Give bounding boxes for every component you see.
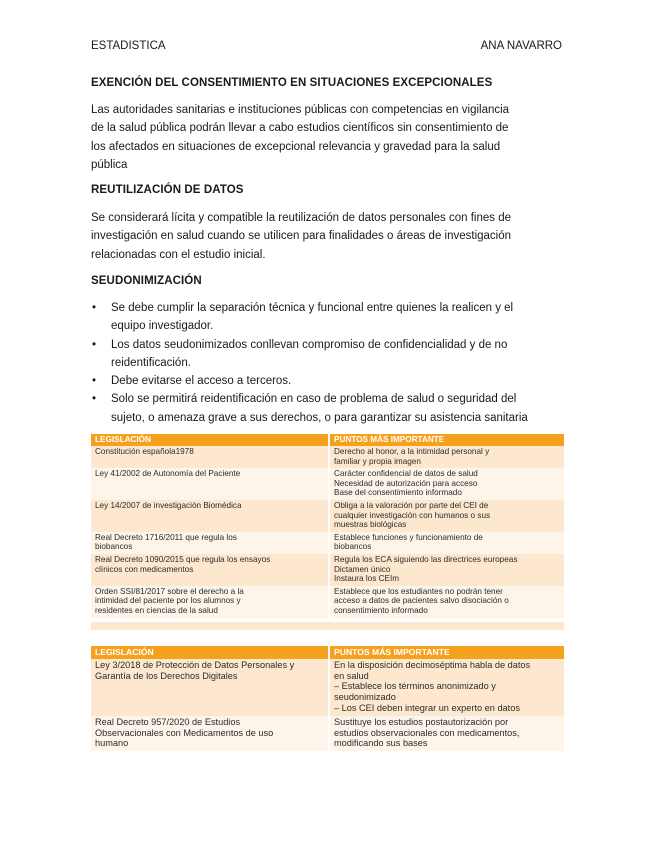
header-author: ANA NAVARRO — [480, 40, 562, 52]
legislation-table-2 — [91, 646, 564, 751]
bullet-icon: • — [92, 393, 97, 406]
bullet-icon: • — [92, 338, 97, 351]
cell-line: consentimiento informado — [334, 605, 428, 615]
column-header-puntos: PUNTOS MÁS IMPORTANTE — [329, 434, 564, 446]
cell-legislacion — [91, 500, 329, 532]
list-item-line: equipo investigador. — [111, 320, 214, 333]
table-row — [91, 500, 564, 532]
cell-legislacion — [91, 532, 329, 554]
paragraph-exencion — [91, 101, 561, 174]
table-row — [91, 586, 564, 618]
table-1-bottom-band — [91, 622, 564, 630]
cell-line: Establece que los estudiantes no podrán tener — [334, 586, 503, 596]
list-item-line: Debe evitarse el acceso a terceros. — [111, 375, 292, 388]
table-row — [91, 554, 564, 586]
cell-line: Ley 41/2002 de Autonomía del Paciente — [95, 469, 241, 479]
cell-line: humano — [95, 738, 129, 749]
cell-line: muestras biológicas — [334, 520, 407, 530]
list-item-line: Se debe cumplir la separación técnica y funcional entre quienes la realicen y el — [111, 302, 514, 314]
list-item-line: reidentificación. — [111, 356, 191, 369]
cell-line: Real Decreto 1716/2011 que regula los — [95, 532, 237, 542]
seudonimizacion-list — [91, 299, 561, 427]
paragraph-line: pública — [91, 158, 128, 171]
cell-line: Dictamen único — [334, 564, 391, 574]
list-item — [91, 336, 561, 373]
table-body — [91, 446, 564, 618]
cell-line: Constitución española1978 — [95, 447, 194, 456]
cell-line: Orden SSI/81/2017 sobre el derecho a la — [95, 586, 244, 596]
list-item — [91, 299, 561, 336]
cell-line: Real Decreto 957/2020 de Estudios — [95, 716, 241, 727]
cell-line: – Los CEI deben integrar un experto en datos — [334, 702, 520, 713]
cell-puntos — [329, 468, 564, 500]
bullet-icon: • — [92, 302, 97, 314]
cell-puntos — [329, 532, 564, 554]
column-header-legislacion: LEGISLACIÓN — [91, 646, 329, 659]
cell-line: Real Decreto 1090/2015 que regula los ensayos — [95, 554, 271, 564]
cell-line: Observacionales con Medicamentos de uso — [95, 727, 274, 738]
cell-line: Necesidad de autorización para acceso — [334, 478, 478, 488]
cell-line: Derecho al honor, a la intimidad personal y — [334, 447, 490, 456]
column-header-legislacion: LEGISLACIÓN — [91, 434, 329, 446]
cell-line: Base del consentimiento informado — [334, 488, 462, 498]
list-item — [91, 372, 561, 390]
paragraph-line: Se considerará lícita y compatible la reutilización de datos personales con fines de — [91, 212, 511, 224]
paragraph-line: relacionadas con el estudio inicial. — [91, 248, 266, 261]
cell-puntos — [329, 446, 564, 468]
heading-reutilizacion: REUTILIZACIÓN DE DATOS — [91, 184, 244, 196]
cell-line: Garantía de los Derechos Digitales — [95, 670, 238, 681]
paragraph-line: de la salud pública podrán llevar a cabo estudios científicos sin consentimiento de — [91, 122, 509, 135]
table-row — [91, 468, 564, 500]
paragraph-reutilizacion — [91, 209, 561, 264]
cell-puntos — [329, 554, 564, 586]
cell-line: acceso a datos de pacientes salvo disociación o — [334, 596, 509, 606]
cell-puntos — [329, 659, 564, 716]
paragraph-line: los afectados en situaciones de excepcional relevancia y gravedad para la salud — [91, 140, 501, 153]
paragraph-line: investigación en salud cuando se utilicen para finalidades o áreas de investigación — [91, 230, 512, 243]
cell-line: residentes en ciencias de la salud — [95, 605, 218, 615]
cell-line: – Establece los términos anonimizado y — [334, 681, 496, 692]
list-item-line: Los datos seudonimizados conllevan compromiso de confidencialidad y de no — [111, 338, 508, 351]
heading-exencion: EXENCIÓN DEL CONSENTIMIENTO EN SITUACIONES EXCEPCIONALES — [91, 77, 493, 89]
table-header-row — [91, 434, 564, 446]
paragraph-line: Las autoridades sanitarias e instituciones públicas con competencias en vigilancia — [91, 104, 510, 116]
cell-puntos — [329, 586, 564, 618]
cell-line: en salud — [334, 670, 369, 681]
cell-line: Ley 3/2018 de Protección de Datos Personales y — [95, 659, 295, 670]
cell-line: Ley 14/2007 de investigación Biomédica — [95, 500, 242, 510]
column-header-puntos: PUNTOS MÁS IMPORTANTE — [329, 646, 564, 659]
cell-line: estudios observacionales con medicamentos, — [334, 727, 520, 738]
table-row — [91, 446, 564, 468]
cell-legislacion — [91, 586, 329, 618]
cell-line: biobancos — [95, 542, 133, 552]
cell-line: cualquier investigación con humanos o sus — [334, 510, 491, 520]
header-subject: ESTADISTICA — [91, 40, 166, 52]
cell-legislacion — [91, 716, 329, 751]
cell-line: familiar y propia imagen — [334, 456, 421, 466]
cell-line: biobancos — [334, 542, 372, 552]
cell-line: Regula los ECA siguiendo las directrices europeas — [334, 554, 518, 564]
cell-puntos — [329, 500, 564, 532]
cell-line: Obliga a la valoración por parte del CEI de — [334, 500, 489, 510]
cell-legislacion — [91, 468, 329, 500]
cell-line: seudonimizado — [334, 692, 396, 703]
list-item-line: sujeto, o amenaza grave a sus derechos, o para garantizar su asistencia sanitaria — [111, 411, 528, 424]
table-row — [91, 716, 564, 751]
cell-line: En la disposición decimoséptima habla de datos — [334, 659, 531, 670]
cell-line: Sustituye los estudios postautorización por — [334, 716, 509, 727]
list-item-line: Solo se permitirá reidentificación en caso de problema de salud o seguridad del — [111, 393, 517, 406]
cell-legislacion — [91, 659, 329, 716]
cell-line: clínicos con medicamentos — [95, 564, 194, 574]
list-item — [91, 390, 561, 427]
cell-line: Carácter confidencial de datos de salud — [334, 469, 478, 479]
bullet-icon: • — [92, 375, 97, 388]
legislation-table-1 — [91, 434, 564, 618]
cell-puntos — [329, 716, 564, 751]
cell-line: intimidad del paciente por los alumnos y — [95, 596, 241, 606]
table-row — [91, 659, 564, 716]
table-body — [91, 659, 564, 751]
cell-line: modificando sus bases — [334, 738, 428, 749]
heading-seudonimizacion: SEUDONIMIZACIÓN — [91, 275, 202, 287]
cell-legislacion — [91, 554, 329, 586]
cell-line: Establece funciones y funcionamiento de — [334, 532, 483, 542]
cell-legislacion — [91, 446, 329, 468]
table-header-row — [91, 646, 564, 659]
table-row — [91, 532, 564, 554]
cell-line: Instaura los CEIm — [334, 574, 400, 584]
